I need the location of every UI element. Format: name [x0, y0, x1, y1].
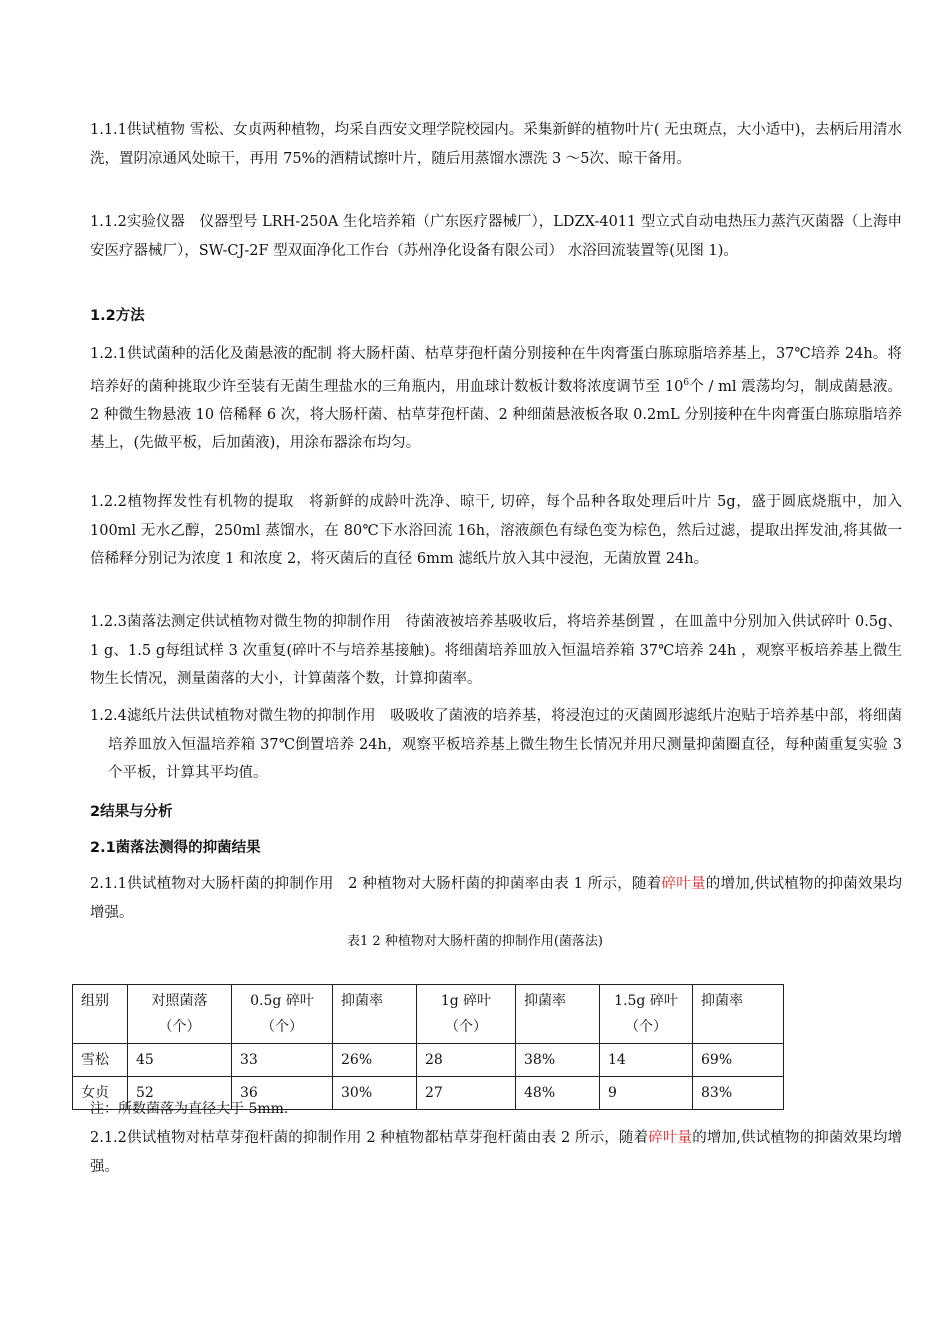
table-header-row — [73, 985, 784, 1044]
header-cell: 组别 — [73, 985, 128, 1044]
table-cell: 48% — [516, 1077, 600, 1110]
paragraph-2-1-2 — [90, 1124, 902, 1181]
table-cell: 27 — [417, 1077, 516, 1110]
header-cell: 1g 碎叶（个） — [417, 985, 516, 1044]
paragraph-2-1-1-part-a: 2.1.1供试植物对大肠杆菌的抑制作用 2 种植物对大肠杆菌的抑菌率由表 1 所示，随着 — [90, 876, 662, 892]
table-cell: 女贞 — [73, 1077, 128, 1110]
paragraph-1-2-1 — [90, 340, 902, 458]
paragraph-1-1-1: 1.1.1供试植物 雪松、女贞两种植物，均采自西安文理学院校园内。采集新鲜的植物叶片( 无虫斑点，大小适中)，去柄后用清水洗，置阴凉通风处晾干，再用 75%的酒精试擦叶片，随后用蒸馏水漂洗 3 ～5次、晾干备用。 — [90, 122, 902, 167]
table-row — [73, 1044, 784, 1077]
table-cell: 26% — [333, 1044, 417, 1077]
heading-2: 2结果与分析 — [90, 804, 173, 820]
paragraph-2-1-1-part-b: 的增加,供试植物的抑菌效果均增强。 — [90, 876, 903, 921]
inhibition-table — [72, 984, 784, 1110]
table-cell: 52 — [128, 1077, 232, 1110]
table-note: 注：所数菌落为直径大于 5mm. — [90, 1101, 289, 1117]
paragraph-2-1-1 — [90, 870, 902, 927]
header-cell: 抑菌率 — [516, 985, 600, 1044]
paragraph-1-2-2: 1.2.2植物挥发性有机物的提取 将新鲜的成龄叶洗净、晾干, 切碎，每个品种各取处理后叶片 5g，盛于圆底烧瓶中，加入 100ml 无水乙醇，250ml 蒸馏水，在 80℃下水浴回流 16h，溶液颜色有绿色变为棕色，然后过滤，提取出挥发油,将其做一倍稀释分别记为浓度 1 和浓度 2，将灭菌后的直径 6mm 滤纸片放入其中浸泡，无菌放置 24h。 — [90, 494, 902, 567]
table-cell: 28 — [417, 1044, 516, 1077]
table-cell: 83% — [693, 1077, 784, 1110]
header-cell: 1.5g 碎叶（个） — [600, 985, 693, 1044]
superscript-exponent: 6 — [683, 377, 690, 388]
highlight-leaf-amount: 碎叶量 — [648, 1130, 693, 1146]
table-cell: 9 — [600, 1077, 693, 1110]
header-cell: 抑菌率 — [693, 985, 784, 1044]
header-cell: 抑菌率 — [333, 985, 417, 1044]
table-cell: 45 — [128, 1044, 232, 1077]
table-cell: 69% — [693, 1044, 784, 1077]
paragraph-2-1-2-part-a: 2.1.2供试植物对枯草芽孢杆菌的抑制作用 2 种植物都枯草芽孢杆菌由表 2 所示，随着 — [90, 1130, 649, 1146]
header-cell: 0.5g 碎叶（个） — [232, 985, 333, 1044]
table-cell: 30% — [333, 1077, 417, 1110]
paragraph-1-2-1-part-a: 1.2.1供试菌种的活化及菌悬液的配制 将大肠杆菌、枯草芽孢杆菌分别接种在牛肉膏蛋白胨琼脂培养基上，37℃培养 24h。将培养好的菌种挑取少许至装有无菌生理盐水的三角瓶内，用血球计数板计数将浓度调节至 10 — [90, 346, 902, 395]
table-cell: 36 — [232, 1077, 333, 1110]
paragraph-1-2-4: 1.2.4滤纸片法供试植物对微生物的抑制作用 吸吸收了菌液的培养基，将浸泡过的灭菌圆形滤纸片泡贴于培养基中部，将细菌培养皿放入恒温培养箱 37℃倒置培养 24h，观察平板培养基上微生物生长情况并用尺测量抑菌圈直径，每种菌重复实验 3 个平板，计算其平均值。 — [90, 708, 902, 781]
header-cell: 对照菌落（个） — [128, 985, 232, 1044]
table-cell: 38% — [516, 1044, 600, 1077]
paragraph-1-2-3: 1.2.3菌落法测定供试植物对微生物的抑制作用 待菌液被培养基吸收后，将培养基倒置 ，在皿盖中分别加入供试碎叶 0.5g、1 g、1.5 g每组试样 3 次重复(碎叶不与培养基接触)。将细菌培养皿放入恒温培养箱 37℃培养 24h ，观察平板培养基上微生物生长情况，测量菌落的大小，计算菌落个数，计算抑菌率。 — [90, 614, 902, 687]
table-cell: 14 — [600, 1044, 693, 1077]
paragraph-1-2-1-part-b: 个 / ml 震荡均匀，制成菌悬液。2 种微生物悬液 10 倍稀释 6 次，将大肠杆菌、枯草芽孢杆菌、2 种细菌悬液板各取 0.2mL 分别接种在牛肉膏蛋白胨琼脂培养基上，(先做平板，后加菌液)，用涂布器涂布均匀。 — [90, 378, 902, 452]
heading-2-1: 2.1菌落法测得的抑菌结果 — [90, 840, 261, 856]
paragraph-1-1-2: 1.1.2实验仪器 仪器型号 LRH-250A 生化培养箱（广东医疗器械厂），LDZX-4011 型立式自动电热压力蒸汽灭菌器（上海申安医疗器械厂），SW-CJ-2F 型双面净化工作台（苏州净化设备有限公司） 水浴回流装置等(见图 1)。 — [90, 214, 902, 259]
table-caption: 表1 2 种植物对大肠杆菌的抑制作用(菌落法) — [347, 934, 603, 949]
table-cell: 雪松 — [73, 1044, 128, 1077]
highlight-leaf-amount: 碎叶量 — [661, 876, 706, 892]
paragraph-2-1-2-part-b: 的增加,供试植物的抑菌效果均增强。 — [90, 1130, 903, 1175]
heading-1-2: 1.2方法 — [90, 308, 145, 324]
table-cell: 33 — [232, 1044, 333, 1077]
